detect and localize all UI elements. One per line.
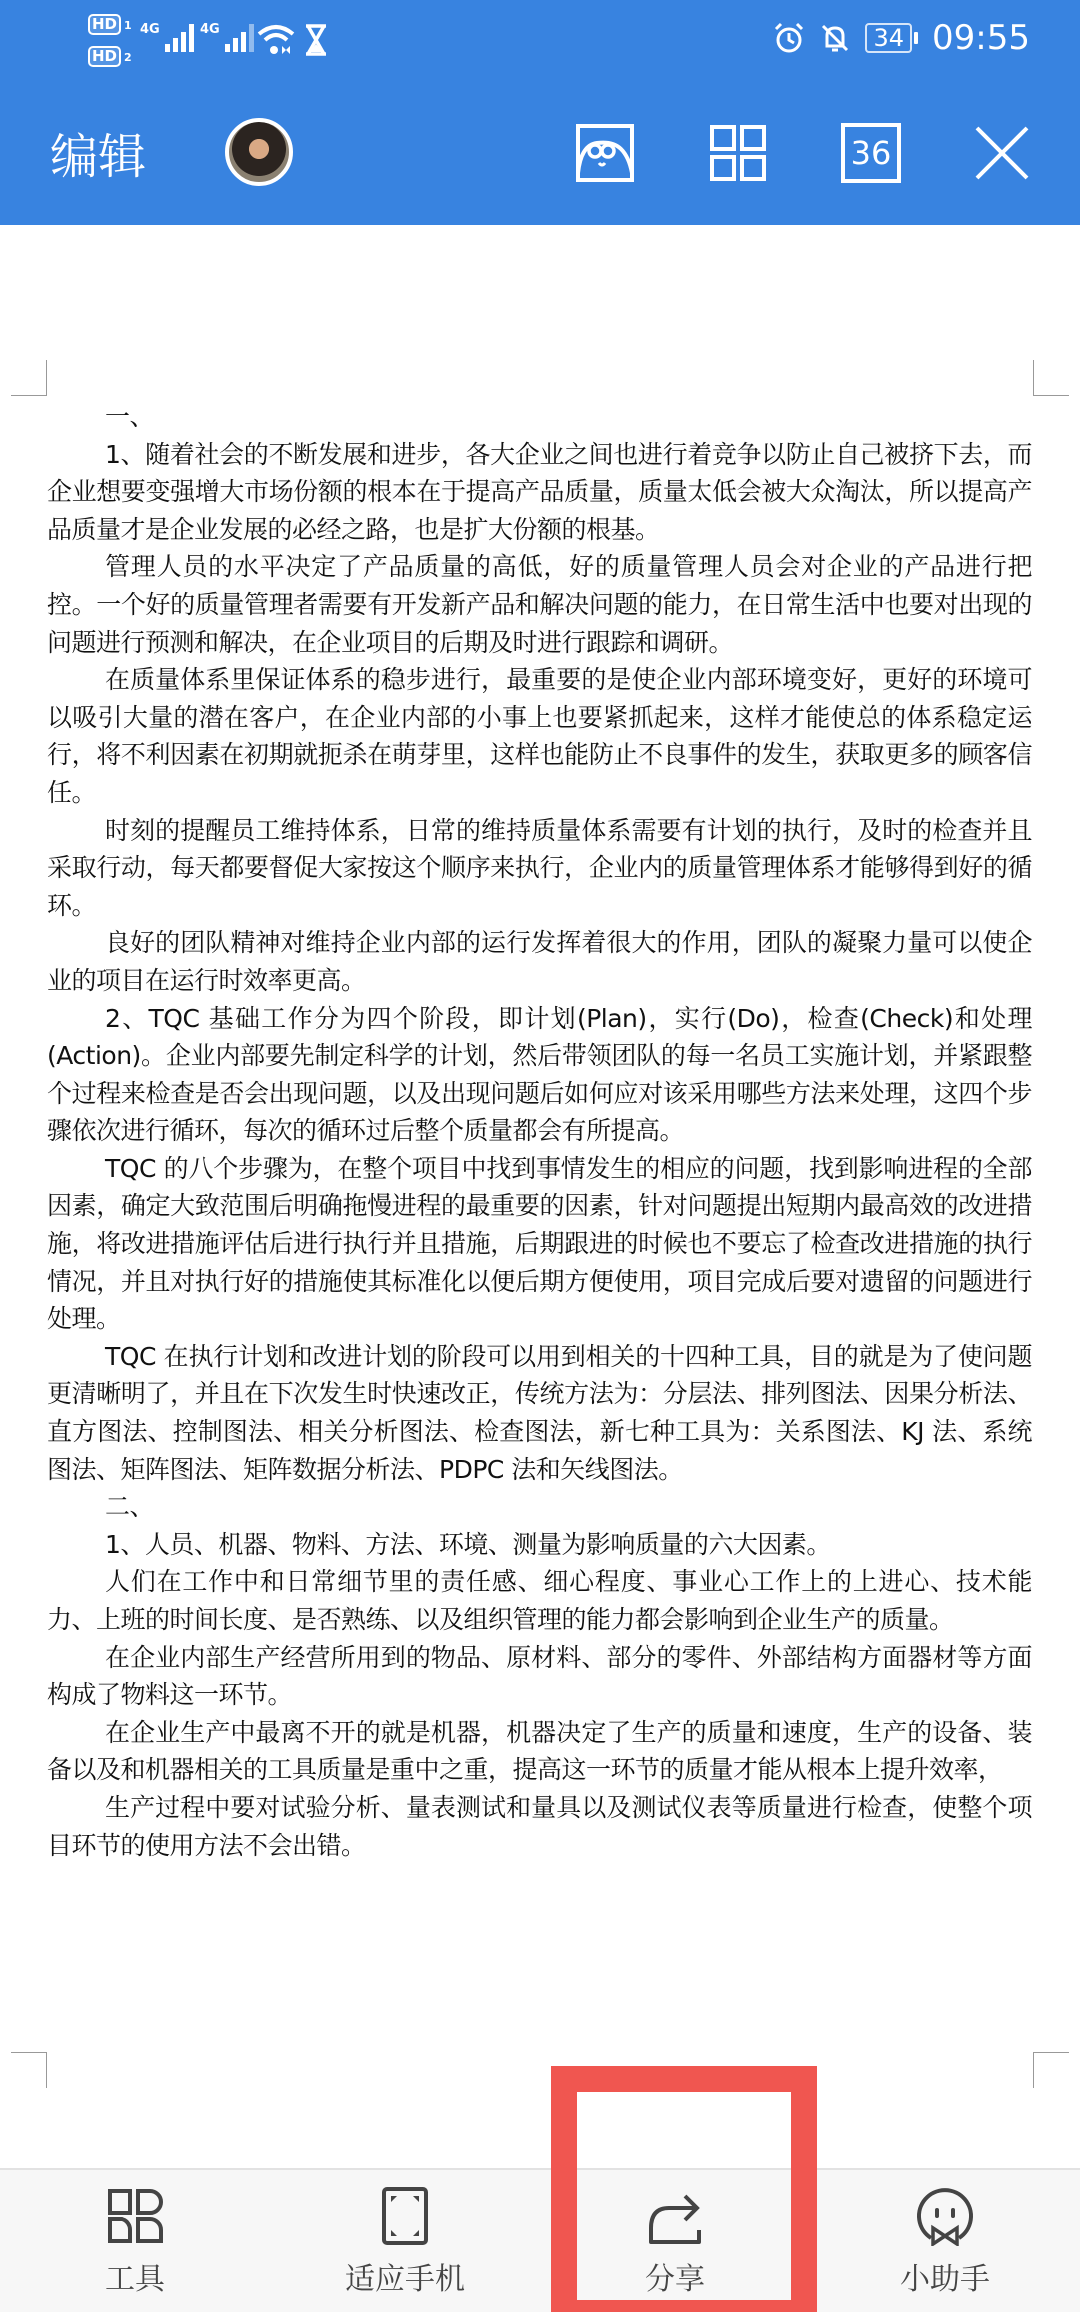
- status-right: [773, 18, 1030, 58]
- tools-label: 工具: [105, 2262, 165, 2297]
- tools-icon: [105, 2186, 165, 2246]
- document-body[interactable]: [47, 398, 1032, 1864]
- page-count-button[interactable]: [841, 123, 901, 183]
- avatar[interactable]: [225, 118, 293, 186]
- assistant-button[interactable]: [810, 2170, 1080, 2312]
- hd-sim2-icon: HD 2: [88, 46, 132, 67]
- paragraph: 在质量体系里保证体系的稳步进行，最重要的是使企业内部环境变好，更好的环境可以吸引大量的潜在客户，在企业内部的小事上也要紧抓起来，这样才能使总的体系稳定运行，将不利因素在初期就扼杀在萌芽里，这样也能防止不良事件的发生，获取更多的顾客信任。: [47, 665, 1032, 807]
- margin-corner-bottom-right: [1033, 2052, 1069, 2088]
- paragraph: TQC 的八个步骤为，在整个项目中找到事情发生的相应的问题，找到影响进程的全部因素，确定大致范围后明确拖慢进程的最重要的因素，针对问题提出短期内最高效的改进措施，将改进措施评估后进行执行并且措施，后期跟进的时候也不要忘了检查改进措施的执行情况，并且对执行好的措施使其标准化以便后期方便使用，项目完成后要对遗留的问题进行处理。: [47, 1153, 1032, 1334]
- grid-view-icon[interactable]: [708, 123, 768, 183]
- share-label: 分享: [645, 2262, 705, 2297]
- fit-phone-icon: [375, 2186, 435, 2246]
- mute-bell-icon: [819, 22, 851, 54]
- paragraph: 1、随着社会的不断发展和进步，各大企业之间也进行着竞争以防止自己被挤下去，而企业想要变强增大市场份额的根本在于提高产品质量，质量太低会被大众淘汰，所以提高产品质量才是企业发展的必经之路，也是扩大份额的根基。: [47, 439, 1032, 544]
- paragraph: 管理人员的水平决定了产品质量的高低，好的质量管理人员会对企业的产品进行把控。一个好的质量管理者需要有开发新产品和解决问题的能力，在日常生活中也要对出现的问题进行预测和解决，在企业项目的后期及时进行跟踪和调研。: [47, 552, 1032, 657]
- alarm-icon: [773, 22, 805, 54]
- status-bar: [0, 0, 1080, 80]
- margin-corner-top-left: [11, 360, 47, 396]
- paragraph: 在企业生产中最离不开的就是机器，机器决定了生产的质量和速度，生产的设备、装备以及和机器相关的工具质量是重中之重，提高这一环节的质量才能从根本上提升效率，: [47, 1717, 1032, 1785]
- page-count: 36: [850, 134, 892, 172]
- assistant-label: 小助手: [900, 2262, 990, 2297]
- signal-sim1-icon: 4G: [140, 22, 194, 52]
- margin-corner-top-right: [1033, 360, 1069, 396]
- paragraph: 2、TQC 基础工作分为四个阶段，即计划(Plan)，实行(Do)，检查(Check)和处理(Action)。企业内部要先制定科学的计划，然后带领团队的每一名员工实施计划，并紧跟整个过程来检查是否会出现问题，以及出现问题后如何应对该采用哪些方法来处理，这四个步骤依次进行循环，每次的循环过后整个质量都会有所提高。: [47, 1003, 1032, 1146]
- paragraph: 人们在工作中和日常细节里的责任感、细心程度、事业心工作上的上进心、技术能力、上班的时间长度、是否熟练、以及组织管理的能力都会影响到企业生产的质量。: [47, 1567, 1032, 1634]
- battery-indicator: 34: [865, 23, 918, 53]
- paragraph: 生产过程中要对试验分析、量表测试和量具以及测试仪表等质量进行检查，使整个项目环节的使用方法不会出错。: [47, 1792, 1032, 1860]
- paragraph: 一、: [105, 402, 155, 431]
- hd-sim1-icon: HD 1: [88, 14, 132, 35]
- wifi-icon: [256, 24, 296, 56]
- document-page[interactable]: [0, 225, 1080, 2168]
- paragraph: 二、: [105, 1492, 155, 1522]
- bottom-toolbar: [0, 2168, 1080, 2312]
- fit-phone-label: 适应手机: [345, 2262, 465, 2297]
- hourglass-icon: [304, 24, 328, 56]
- share-icon: [645, 2186, 705, 2246]
- margin-corner-bottom-left: [11, 2052, 47, 2088]
- clock: 09:55: [932, 18, 1030, 58]
- page-title: 编辑: [50, 129, 147, 185]
- paragraph: 1、人员、机器、物料、方法、环境、测量为影响质量的六大因素。: [105, 1529, 831, 1559]
- paragraph: 在企业内部生产经营所用到的物品、原材料、部分的零件、外部结构方面器材等方面构成了物料这一环节。: [47, 1642, 1032, 1710]
- reading-mode-icon[interactable]: [575, 123, 635, 183]
- paragraph: 良好的团队精神对维持企业内部的运行发挥着很大的作用，团队的凝聚力量可以使企业的项目在运行时效率更高。: [47, 928, 1032, 995]
- fit-phone-button[interactable]: [270, 2170, 540, 2312]
- paragraph: 时刻的提醒员工维持体系，日常的维持质量体系需要有计划的执行，及时的检查并且采取行动，每天都要督促大家按这个顺序来执行，企业内的质量管理体系才能够得到好的循环。: [47, 815, 1032, 920]
- assistant-icon: [915, 2186, 975, 2246]
- top-bar: [0, 0, 1080, 225]
- paragraph: TQC 在执行计划和改进计划的阶段可以用到相关的十四种工具，目的就是为了使问题更清晰明了，并且在下次发生时快速改正，传统方法为：分层法、排列图法、因果分析法、直方图法、控制图法、相关分析图法、检查图法，新七种工具为：关系图法、KJ 法、系统图法、矩阵图法、矩阵数据分析法、PDPC 法和矢线图法。: [47, 1341, 1032, 1484]
- share-button[interactable]: [540, 2170, 810, 2312]
- tools-button[interactable]: [0, 2170, 270, 2312]
- close-icon[interactable]: [972, 123, 1032, 183]
- signal-sim2-icon: 4G: [200, 22, 254, 52]
